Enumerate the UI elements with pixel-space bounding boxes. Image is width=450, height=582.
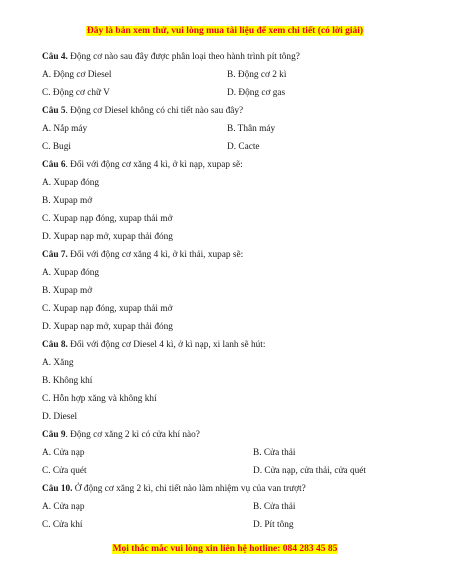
option-c: C. Động cơ chữ V [42, 88, 110, 98]
option-d: D. Pít tông [253, 520, 294, 530]
option-row [42, 122, 422, 140]
option-d: D. Cacte [227, 142, 260, 152]
option-row [42, 68, 422, 86]
option-row [42, 464, 422, 482]
question-number: Câu 6 [42, 160, 66, 170]
question-stem [42, 482, 422, 500]
question-number: Câu 4. [42, 52, 68, 62]
option-row [42, 518, 422, 536]
question-stem [42, 104, 422, 122]
question-stem [42, 50, 422, 68]
option-row [42, 500, 422, 518]
option-a: A. Xăng [42, 358, 74, 368]
option-a: A. Nắp máy [42, 124, 88, 134]
option-b: B. Thân máy [227, 124, 276, 134]
option-row [42, 446, 422, 464]
question-stem [42, 158, 422, 176]
question-text: . Đối với động cơ xăng 4 kì, ở kì nạp, xupap sẽ: [65, 160, 243, 170]
question-text: . Động cơ xăng 2 kì có cửa khí nào? [65, 430, 200, 440]
option-row [42, 140, 422, 158]
option-d: D. Diesel [42, 412, 78, 422]
header-notice [0, 26, 450, 36]
option-c: C. Bugi [42, 142, 71, 152]
option-d: D. Động cơ gas [227, 88, 286, 98]
question-text: Đối với động cơ Diesel 4 kì, ở kì nạp, xi lanh sẽ hút: [67, 340, 266, 350]
option-a: A. Cửa nạp [42, 448, 85, 458]
question-text: Động cơ nào sau đây được phân loại theo hành trình pít tông? [67, 52, 300, 62]
header-notice-text: Đây là bản xem thử, vui lòng mua tài liệu để xem chi tiết (có lời giải) [86, 26, 364, 36]
option-b: B. Không khí [42, 376, 93, 386]
option-c: C. Cửa quét [42, 466, 87, 476]
option-c: C. Cửa khí [42, 520, 83, 530]
question-number: Câu 8. [42, 340, 68, 350]
option-b: B. Động cơ 2 kì [227, 70, 287, 80]
question-list [42, 50, 422, 536]
option-d: D. Xupap nạp mở, xupap thải đóng [42, 232, 173, 242]
option-b: B. Cửa thải [253, 448, 296, 458]
option-d: D. Xupap nạp mở, xupap thải đóng [42, 322, 173, 332]
option-a: A. Xupap đóng [42, 268, 100, 278]
option-c: C. Hỗn hợp xăng và không khí [42, 394, 157, 404]
question-number: Câu 5 [42, 106, 66, 116]
question-number: Câu 9 [42, 430, 66, 440]
option-b: B. Xupap mở [42, 286, 93, 296]
question-text: Đối với động cơ xăng 4 kì, ở kì thải, xupap sẽ: [67, 250, 244, 260]
question-text: . Động cơ Diesel không có chi tiết nào sau đây? [65, 106, 244, 116]
option-c: C. Xupap nạp đóng, xupap thải mở [42, 304, 173, 314]
option-d: D. Cửa nạp, cửa thải, cửa quét [253, 466, 366, 476]
question-stem [42, 248, 422, 266]
question-number: Câu 10. [42, 484, 73, 494]
footer-notice [0, 544, 450, 554]
option-a: A. Xupap đóng [42, 178, 100, 188]
option-c: C. Xupap nạp đóng, xupap thải mở [42, 214, 173, 224]
question-stem [42, 338, 422, 356]
option-a: A. Động cơ Diesel [42, 70, 112, 80]
question-number: Câu 7. [42, 250, 68, 260]
option-a: A. Cửa nạp [42, 502, 85, 512]
question-text: Ở động cơ xăng 2 kì, chi tiết nào làm nhiệm vụ của van trượt? [72, 484, 306, 494]
question-stem [42, 428, 422, 446]
option-b: B. Cửa thải [253, 502, 296, 512]
option-b: B. Xupap mở [42, 196, 93, 206]
option-row [42, 86, 422, 104]
footer-notice-text: Mọi thắc mắc vui lòng xin liên hệ hotline: 084 283 45 85 [112, 544, 338, 554]
